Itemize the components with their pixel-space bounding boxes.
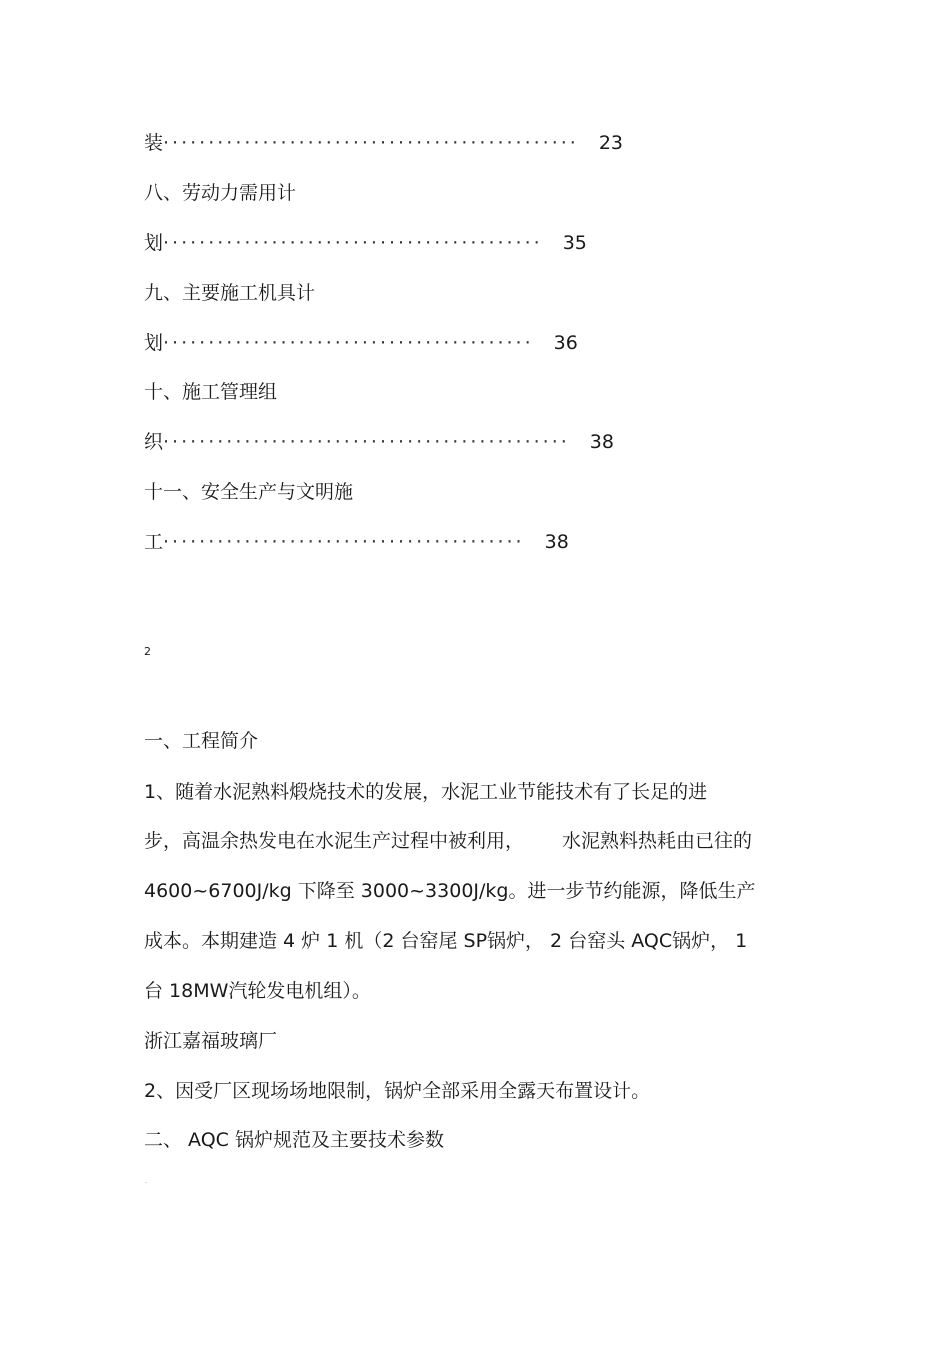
paragraph-1-line-5: 台 18MW汽轮发电机组）。 bbox=[144, 980, 371, 1002]
toc-entry-tail: 织 bbox=[144, 431, 164, 453]
toc-heading-11: 十一、安全生产与文明施 bbox=[144, 481, 354, 503]
toc-entry-11 bbox=[144, 530, 569, 554]
toc-heading-10: 十、施工管理组 bbox=[144, 381, 278, 403]
toc-leader-dots: ·········································· bbox=[163, 232, 543, 254]
paragraph-1-line-4: 成本。本期建造 4 炉 1 机（2 台窑尾 SP锅炉， 2 台窑头 AQC锅炉， 1 bbox=[144, 930, 748, 952]
toc-page-number: 23 bbox=[598, 132, 624, 154]
toc-page-number: 38 bbox=[589, 431, 614, 453]
toc-entry-7-continuation bbox=[144, 131, 623, 155]
toc-page-number: 38 bbox=[544, 531, 569, 553]
paragraph-1-line-2a: 步，高温余热发电在水泥生产过程中被利用， bbox=[144, 830, 525, 852]
paragraph-1-line-3: 4600~6700J/kg 下降至 3000~3300J/kg。进一步节约能源，降低生产 bbox=[144, 880, 756, 902]
section-title-aqc-boiler: 二、 AQC 锅炉规范及主要技术参数 bbox=[144, 1129, 444, 1151]
toc-entry-tail: 划 bbox=[144, 232, 164, 254]
toc-leader-dots: ·············································· bbox=[163, 132, 579, 154]
toc-entry-tail: 划 bbox=[144, 332, 164, 354]
paragraph-1-line-1: 1、随着水泥熟料煅烧技术的发展，水泥工业节能技术有了长足的进 bbox=[144, 781, 708, 803]
paragraph-1-line-2 bbox=[144, 829, 752, 853]
toc-entry-10 bbox=[144, 430, 614, 454]
toc-heading-9: 九、主要施工机具计 bbox=[144, 282, 316, 304]
stray-mark: . bbox=[145, 1178, 147, 1185]
toc-leader-dots: ········································· bbox=[163, 332, 534, 354]
toc-page-number: 35 bbox=[562, 232, 587, 254]
toc-leader-dots: ············································· bbox=[163, 431, 570, 453]
toc-entry-tail: 工 bbox=[144, 531, 164, 553]
paragraph-2: 2、因受厂区现场场地限制，锅炉全部采用全露天布置设计。 bbox=[144, 1080, 651, 1102]
toc-entry-9 bbox=[144, 331, 578, 355]
page-number: 2 bbox=[144, 645, 151, 658]
toc-entry-8 bbox=[144, 231, 587, 255]
section-title-project-overview: 一、工程简介 bbox=[144, 730, 259, 752]
toc-entry-tail: 装 bbox=[144, 132, 164, 154]
paragraph-1-line-2b: 水泥熟料热耗由已往的 bbox=[562, 830, 753, 852]
toc-leader-dots: ········································ bbox=[163, 531, 525, 553]
toc-page-number: 36 bbox=[553, 332, 578, 354]
toc-heading-8: 八、劳动力需用计 bbox=[144, 182, 297, 204]
company-name: 浙江嘉福玻璃厂 bbox=[144, 1030, 278, 1052]
